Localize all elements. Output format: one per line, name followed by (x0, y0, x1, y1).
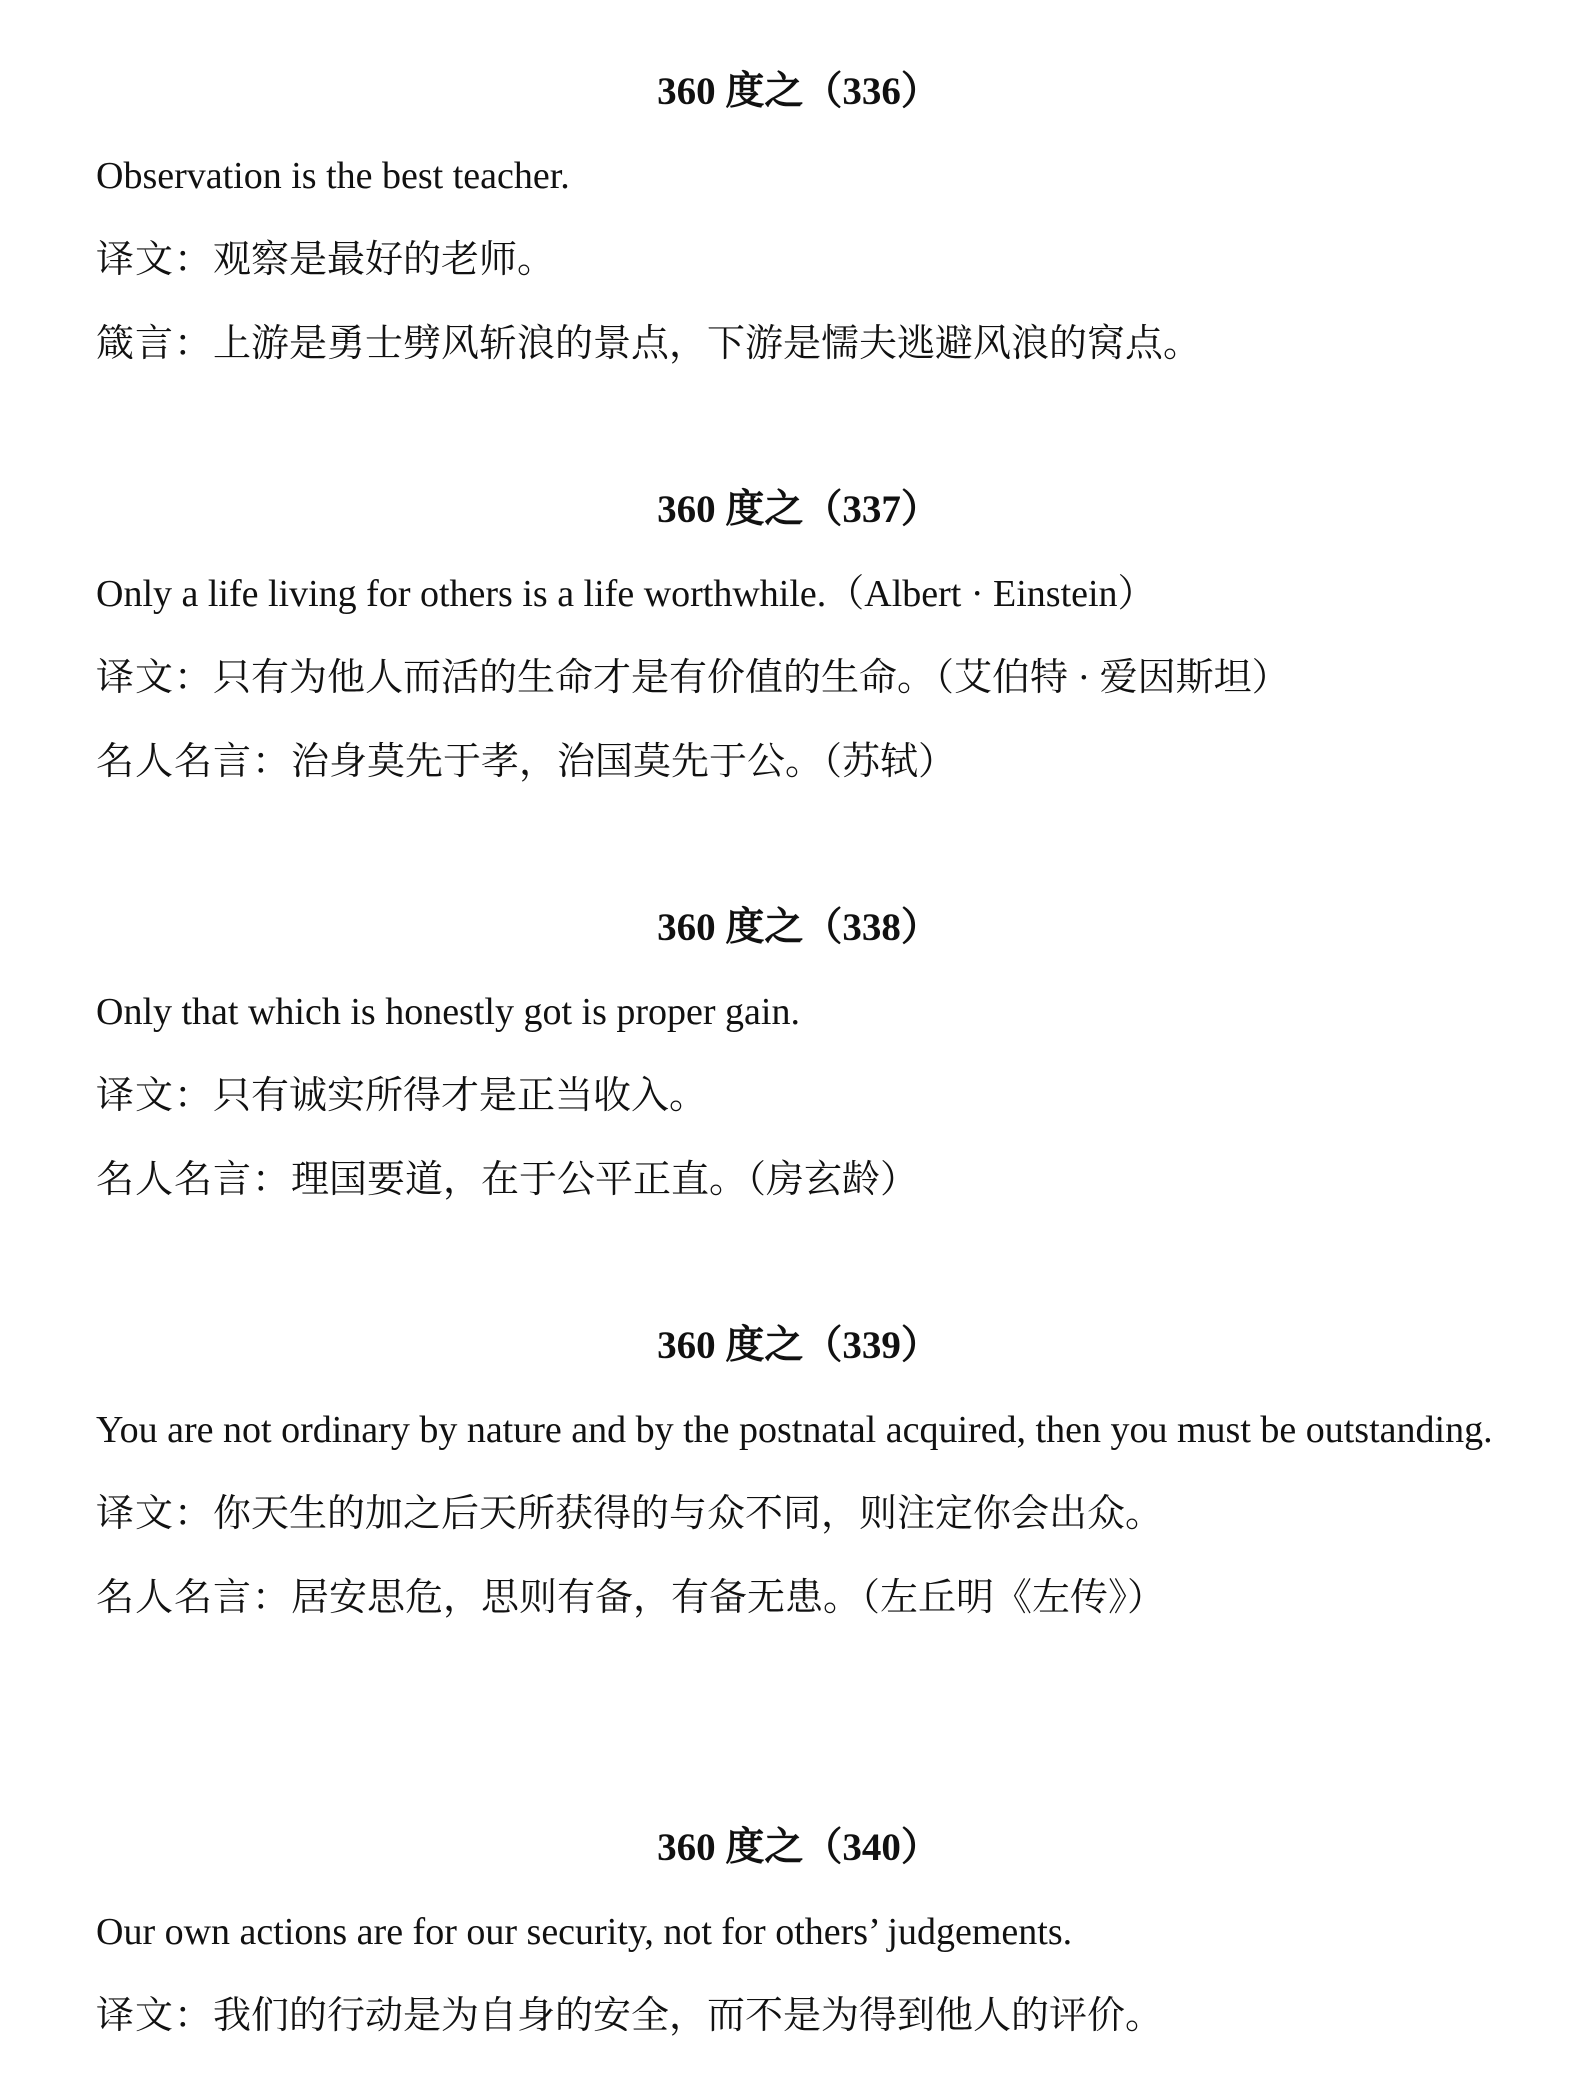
quote-line (96, 1158, 1501, 1202)
quote-line (96, 740, 1501, 784)
entry-337 (96, 488, 1501, 824)
quote-text: 治身莫先于孝，治国莫先于公。（苏轼） (291, 741, 957, 783)
translation-text: 只有为他人而活的生命才是有价值的生命。（艾伯特 · 爱因斯坦） (213, 657, 1290, 699)
translation-line (96, 238, 1501, 282)
translation-label: 译文： (96, 1995, 214, 2037)
quote-text: 理国要道，在于公平正直。（房玄龄） (291, 1159, 919, 1201)
quote-text: 居安思危，思则有备，有备无患。（左丘明《左传》） (291, 1577, 1166, 1619)
entry-340 (96, 1826, 1501, 2078)
entry-title: 360 度之（336） (657, 70, 940, 113)
translation-label: 译文： (96, 239, 214, 281)
translation-line (96, 1994, 1501, 2038)
entry-336 (96, 70, 1501, 406)
translation-text: 只有诚实所得才是正当收入。 (213, 1075, 708, 1117)
translation-label: 译文： (96, 1075, 214, 1117)
translation-text: 我们的行动是为自身的安全，而不是为得到他人的评价。 (213, 1995, 1164, 2037)
quote-label: 名人名言： (96, 741, 292, 783)
entry-title: 360 度之（339） (657, 1324, 940, 1367)
quote-line (96, 1576, 1501, 1620)
translation-line (96, 656, 1501, 700)
quote-text: 上游是勇士劈风斩浪的景点，下游是懦夫逃避风浪的窝点。 (213, 323, 1202, 365)
english-sentence: Only a life living for others is a life worthwhile.（Albert · Einstein） (96, 573, 1156, 615)
entry-339 (96, 1324, 1501, 1660)
entry-title: 360 度之（338） (657, 906, 940, 949)
entry-title: 360 度之（337） (657, 488, 940, 531)
translation-text: 观察是最好的老师。 (213, 239, 556, 281)
english-sentence: Our own actions are for our security, not for others’ judgements. (96, 1911, 1073, 1953)
translation-text: 你天生的加之后天所获得的与众不同，则注定你会出众。 (213, 1493, 1164, 1535)
translation-line (96, 1492, 1501, 1536)
translation-label: 译文： (96, 1493, 214, 1535)
english-sentence: Observation is the best teacher. (96, 155, 570, 197)
entry-title: 360 度之（340） (657, 1826, 940, 1869)
quote-line (96, 322, 1501, 366)
quote-label: 名人名言： (96, 1159, 292, 1201)
entry-338 (96, 906, 1501, 1242)
english-sentence: You are not ordinary by nature and by the postnatal acquired, then you must be outstanding. (96, 1409, 1493, 1451)
quote-label: 箴言： (96, 323, 214, 365)
quote-label: 名人名言： (96, 1577, 292, 1619)
translation-line (96, 1074, 1501, 1118)
translation-label: 译文： (96, 657, 214, 699)
english-sentence: Only that which is honestly got is proper gain. (96, 991, 800, 1033)
